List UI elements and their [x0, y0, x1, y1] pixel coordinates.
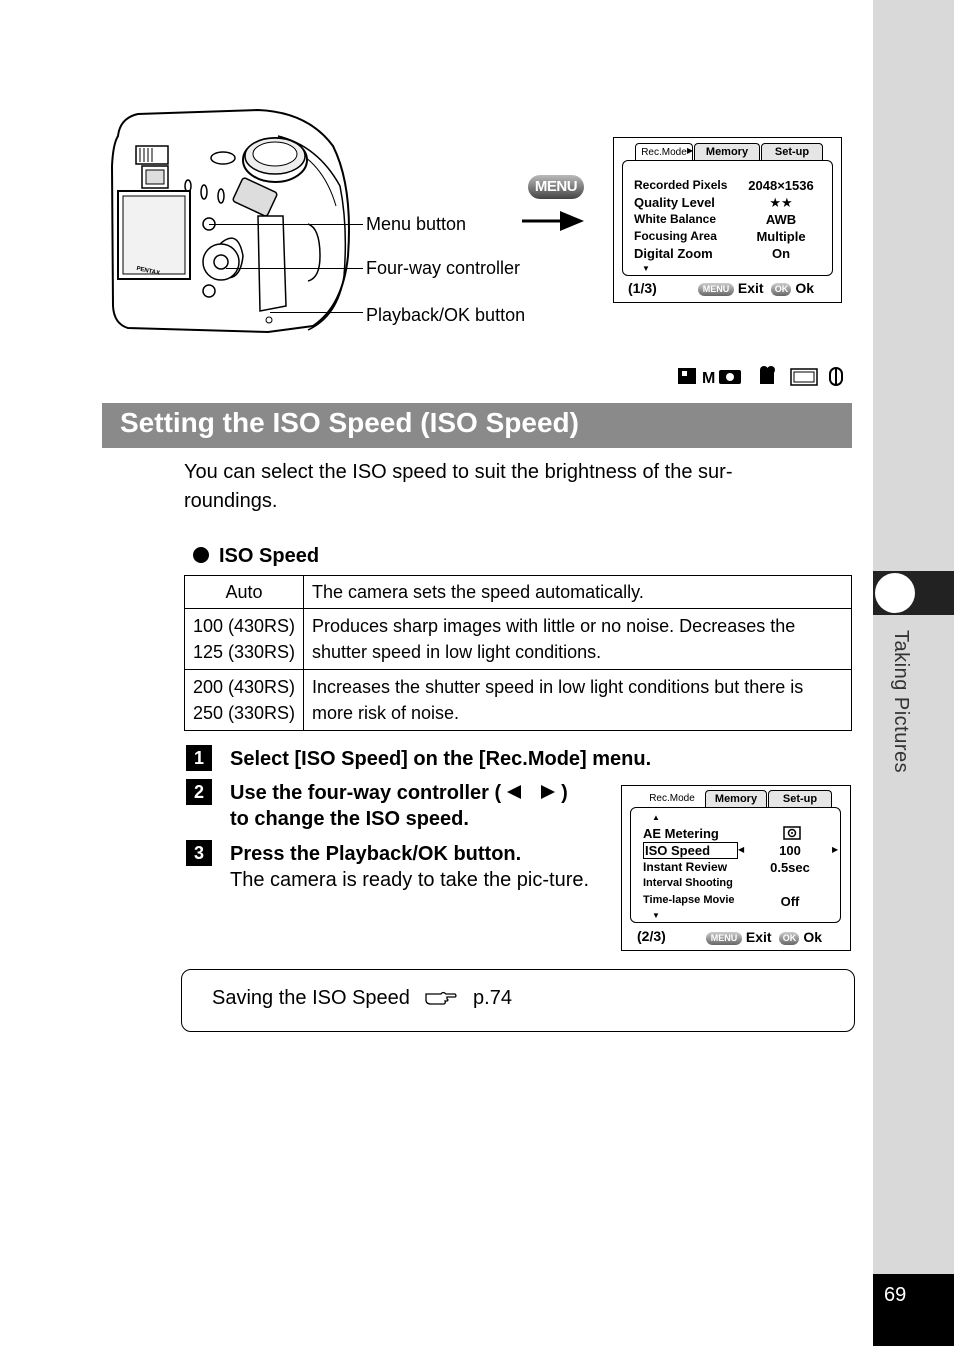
- screen2-row: ISO Speed ◀ 100 ▶: [645, 843, 839, 858]
- camera-illustration: [108, 106, 366, 336]
- table-row: [185, 670, 852, 731]
- screen2-row: AE Metering: [643, 826, 843, 842]
- table-row: [185, 609, 852, 670]
- right-triangle-icon: [539, 784, 557, 800]
- screen1-row: Focusing Area Multiple: [634, 229, 806, 244]
- menu-key-icon: MENU: [528, 175, 584, 199]
- table-cell-setting: Auto: [185, 576, 304, 609]
- screen2-tab-setup: Set-up: [768, 790, 832, 808]
- left-triangle-icon: [505, 784, 523, 800]
- screen2-footer-controls: MENU Exit OK Ok: [706, 929, 822, 945]
- section-title: Setting the ISO Speed (ISO Speed): [102, 403, 852, 448]
- table-cell-description: Produces sharp images with little or no noise. Decreases the shutter speed in low light conditions.: [304, 609, 852, 670]
- screen1-row: White Balance AWB: [634, 212, 797, 227]
- ok-pill-icon: OK: [771, 283, 791, 296]
- menu-pill-icon: MENU: [698, 283, 734, 296]
- screen1-tab-recmode: Rec.Mode: [635, 143, 693, 161]
- callout-line-ok: [270, 312, 363, 313]
- table-cell-setting: 100 (430RS) 125 (330RS): [185, 609, 304, 670]
- ok-pill-icon: OK: [779, 932, 799, 945]
- screen1-row: Recorded Pixels 2048×1536: [634, 178, 814, 193]
- pointing-hand-icon: [423, 988, 459, 1006]
- callout-line-menu: [209, 224, 363, 225]
- menu-pill-icon: MENU: [706, 932, 742, 945]
- screen2-tab-recmode: Rec.Mode: [640, 790, 704, 808]
- reference-note: Saving the ISO Speed p.74: [181, 969, 855, 1032]
- screen1-tab-setup: Set-up: [761, 143, 823, 161]
- camera-brand: PENTAX: [135, 266, 161, 277]
- table-cell-description: The camera sets the speed automatically.: [304, 576, 852, 609]
- ae-metering-icon: [783, 826, 801, 840]
- screen1-footer-controls: MENU Exit OK Ok: [698, 280, 814, 296]
- table-row: [185, 576, 852, 609]
- intro-paragraph: You can select the ISO speed to suit the brightness of the sur-roundings.: [184, 461, 733, 512]
- screen1-tab-memory: Memory: [694, 143, 760, 161]
- mode-icons: [676, 364, 852, 388]
- page-number: 69: [873, 1274, 954, 1346]
- iso-speed-heading: ISO Speed: [193, 545, 319, 568]
- bullet-icon: [193, 547, 209, 563]
- screen2-page-indicator: (2/3): [637, 928, 666, 944]
- screen2-down-arrow-icon: ▼: [652, 911, 660, 920]
- iso-speed-selected: ISO Speed: [643, 842, 738, 859]
- step-text-3: Press the Playback/OK button. The camera is ready to take the pic-ture.: [230, 843, 590, 891]
- step-number-1: 1: [186, 745, 212, 771]
- callout-line-fourway: [226, 268, 363, 269]
- screen2-row: Time-lapse Movie Off: [643, 894, 800, 909]
- screen2-up-arrow-icon: ▲: [652, 813, 660, 822]
- screen1-page-indicator: (1/3): [628, 280, 657, 296]
- lcd-screen-1: [613, 137, 842, 303]
- lcd-screen-2: [621, 785, 851, 951]
- table-cell-description: Increases the shutter speed in low light conditions but there is more risk of noise.: [304, 670, 852, 731]
- callout-playback-ok-button: Playback/OK button: [366, 305, 526, 325]
- screen1-down-arrow-icon: ▼: [642, 264, 650, 273]
- screen2-row: Interval Shooting: [643, 877, 733, 889]
- screen1-row: Digital Zoom On: [634, 246, 791, 261]
- screen2-tab-memory: Memory: [705, 790, 767, 808]
- step-text-2: Use the four-way controller ( ) to change the ISO speed.: [230, 782, 568, 830]
- right-arrow-icon: [520, 208, 586, 234]
- right-value-arrow-icon: ▶: [832, 845, 839, 854]
- left-value-arrow-icon: ◀: [738, 845, 745, 854]
- table-cell-setting: 200 (430RS) 250 (330RS): [185, 670, 304, 731]
- step-text-1: Select [ISO Speed] on the [Rec.Mode] menu.: [230, 748, 652, 770]
- side-tab-label: Taking Pictures: [890, 630, 912, 774]
- step-number-2: 2: [186, 779, 212, 805]
- screen1-row: Quality Level ★★: [634, 195, 793, 210]
- screen1-tab-arrow-icon: ▶: [687, 146, 694, 155]
- page-reference-link[interactable]: p.74: [473, 987, 512, 1009]
- step-number-3: 3: [186, 840, 212, 866]
- shooting-mode-icon-strip: [676, 364, 852, 388]
- manual-mode-label: M: [702, 370, 716, 387]
- side-tab-circle: [875, 573, 915, 613]
- screen2-row: Instant Review 0.5sec: [643, 860, 810, 875]
- iso-speed-table: [184, 575, 852, 731]
- callout-four-way-controller: Four-way controller: [366, 258, 521, 278]
- callout-menu-button: Menu button: [366, 214, 467, 234]
